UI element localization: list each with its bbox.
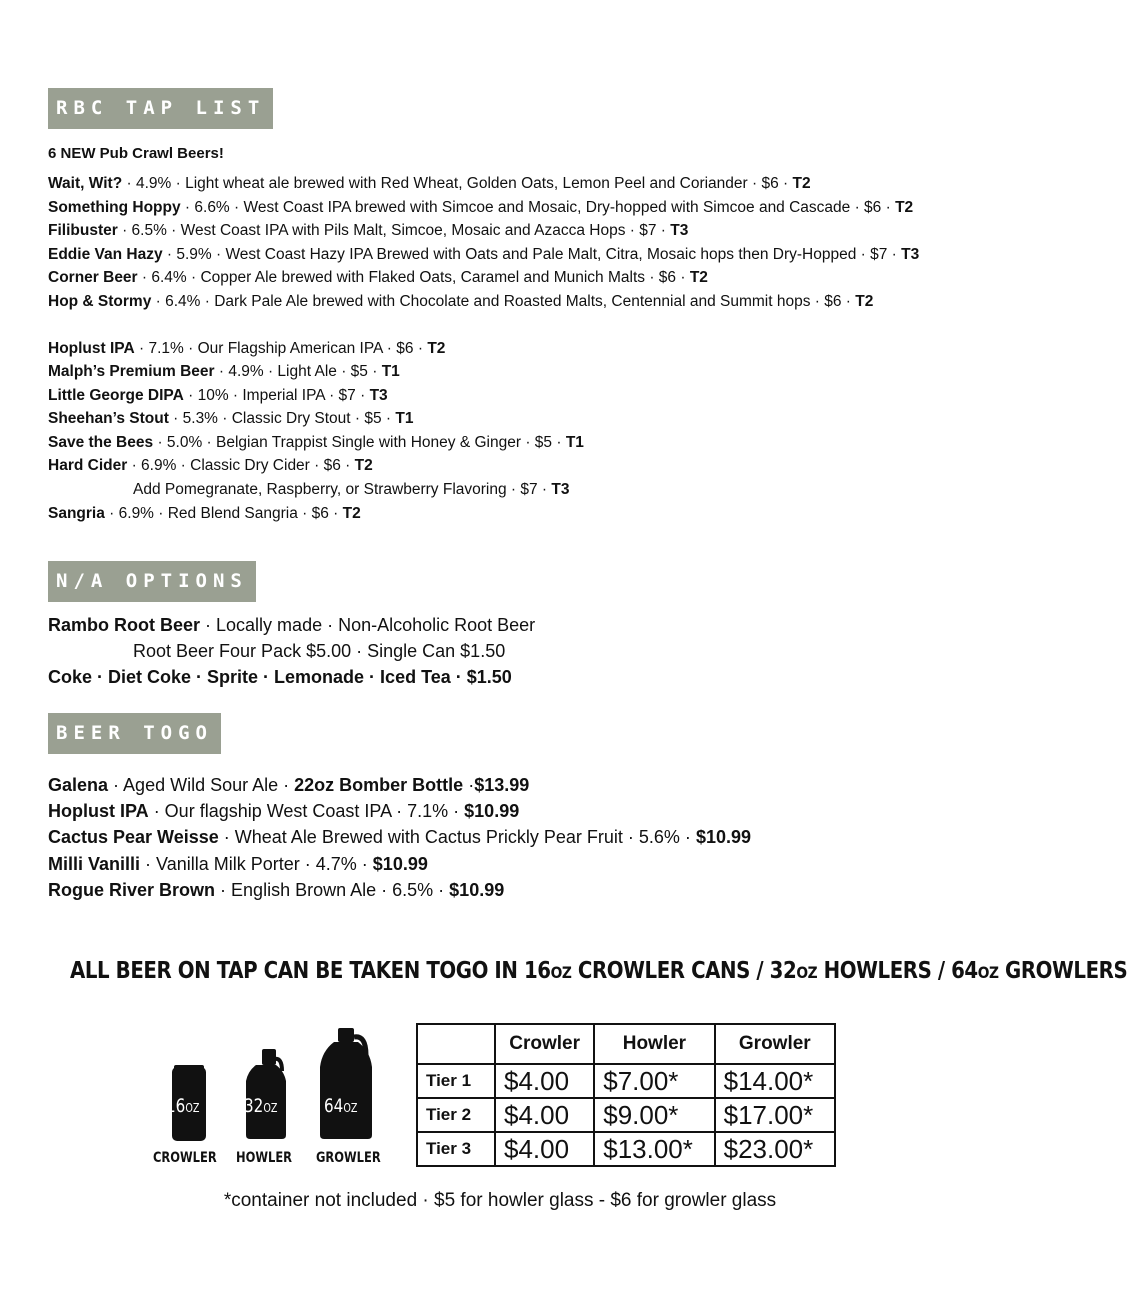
banner-unit: OZ	[977, 963, 999, 982]
column-header: Growler	[715, 1024, 835, 1064]
growler-price: $23.00*	[715, 1132, 835, 1166]
beer-name: Eddie Van Hazy	[48, 246, 163, 263]
tier-badge: T3	[369, 387, 388, 404]
beer-detail: · English Brown Ale · 6.5% ·	[220, 880, 445, 900]
beer-detail: · 5.0% · Belgian Trappist Single with Honey & Ginger · $5 ·	[157, 434, 562, 451]
beer-name: Malph’s Premium Beer	[48, 363, 215, 380]
tier-badge: T3	[670, 222, 689, 239]
drink-detail: · Locally made · Non-Alcoholic Root Beer	[205, 615, 536, 635]
beer-detail: · 6.5% · West Coast IPA with Pils Malt, Simcoe, Mosaic and Azacca Hops · $7 ·	[122, 222, 666, 239]
tap-item	[48, 456, 373, 476]
beer-detail: · Vanilla Milk Porter · 4.7% ·	[145, 854, 368, 874]
togo-item	[48, 825, 751, 849]
section-header-na-options: N/A OPTIONS	[48, 561, 256, 602]
tier-badge: T2	[855, 293, 874, 310]
crowler-price: $4.00	[495, 1098, 594, 1132]
tier-badge: T1	[395, 410, 414, 427]
tap-item	[48, 339, 445, 359]
togo-item	[48, 878, 504, 902]
tier-badge: T1	[381, 363, 400, 380]
beer-name: Filibuster	[48, 222, 118, 239]
beer-detail: · Aged Wild Sour Ale ·	[113, 775, 290, 795]
bottle-size: 22oz Bomber Bottle	[294, 775, 464, 795]
pub-crawl-subheading: 6 NEW Pub Crawl Beers!	[48, 145, 224, 162]
tap-item	[48, 198, 913, 218]
beer-detail: · 4.9% · Light wheat ale brewed with Red Wheat, Golden Oats, Lemon Peel and Coriander · $6 ·	[126, 175, 789, 192]
drink-name: Rambo Root Beer	[48, 615, 201, 635]
growler-price: $17.00*	[715, 1098, 835, 1132]
growler-jug-icon	[320, 1028, 372, 1139]
banner-text: GROWLERS	[998, 958, 1127, 984]
tier-badge: T2	[427, 340, 446, 357]
beer-name: Cactus Pear Weisse	[48, 827, 219, 847]
togo-item	[48, 773, 529, 797]
column-header	[417, 1024, 495, 1064]
beer-detail: · 6.4% · Copper Ale brewed with Flaked Oats, Caramel and Munich Malts · $6 ·	[141, 269, 686, 286]
growler-price: $14.00*	[715, 1064, 835, 1098]
cider-flavor-addon	[133, 480, 570, 500]
beer-name: Sheehan’s Stout	[48, 410, 169, 427]
crowler-caption: CROWLER	[153, 1150, 217, 1166]
tap-item	[48, 386, 388, 406]
howler-caption: HOWLER	[236, 1150, 293, 1166]
price: $10.99	[695, 827, 752, 847]
section-header-beer-togo: BEER TOGO	[48, 713, 221, 754]
beer-detail: · 5.9% · West Coast Hazy IPA Brewed with Oats and Pale Malt, Citra, Mosaic hops then Dry-Hopped · $7 ·	[166, 246, 897, 263]
beer-detail: · Wheat Ale Brewed with Cactus Prickly Pear Fruit · 5.6% ·	[223, 827, 691, 847]
beer-name: Something Hoppy	[48, 199, 181, 216]
beer-name: Hop & Stormy	[48, 293, 152, 310]
tier-badge: T2	[792, 175, 811, 192]
beer-detail: · 6.6% · West Coast IPA brewed with Simcoe and Mosaic, Dry-hopped with Simcoe and Cascade · $6 ·	[184, 199, 891, 216]
root-beer-prices: Root Beer Four Pack $5.00 · Single Can $1.50	[133, 641, 506, 661]
tier-badge: T1	[565, 434, 584, 451]
na-item	[48, 613, 535, 637]
beer-detail: · 5.3% · Classic Dry Stout · $5 ·	[173, 410, 392, 427]
tap-item	[48, 433, 584, 453]
togo-item	[48, 852, 428, 876]
table-header-row	[417, 1024, 835, 1064]
beer-name: Milli Vanilli	[48, 854, 141, 874]
crowler-price: $4.00	[495, 1064, 594, 1098]
banner-text: ALL BEER ON TAP CAN BE TAKEN TOGO IN 16	[70, 958, 551, 984]
beer-name: Rogue River Brown	[48, 880, 216, 900]
tap-item	[48, 292, 873, 312]
banner-text: HOWLERS / 64	[817, 958, 978, 984]
banner-unit: OZ	[796, 963, 818, 982]
banner-text: CROWLER CANS / 32	[571, 958, 797, 984]
tier-label: Tier 3	[417, 1132, 495, 1166]
table-row	[417, 1132, 835, 1166]
table-row	[417, 1064, 835, 1098]
separator: ·	[468, 775, 475, 795]
price: $10.99	[372, 854, 428, 874]
howler-size-label: 32OZ	[244, 1095, 278, 1117]
beer-detail: · 7.1% · Our Flagship American IPA · $6 ·	[139, 340, 423, 357]
section-header-tap-list: RBC TAP LIST	[48, 88, 273, 129]
tier-badge: T3	[551, 481, 570, 498]
howler-jug-icon	[246, 1049, 286, 1139]
tap-item	[48, 268, 708, 288]
howler-price: $13.00*	[594, 1132, 714, 1166]
togo-banner	[70, 958, 1127, 984]
beer-detail: · 6.9% · Red Blend Sangria · $6 ·	[109, 505, 339, 522]
beer-name: Hoplust IPA	[48, 340, 135, 357]
tier-badge: T2	[689, 269, 708, 286]
beer-name: Galena	[48, 775, 109, 795]
tier-label: Tier 1	[417, 1064, 495, 1098]
tap-item	[48, 174, 811, 194]
column-header: Howler	[594, 1024, 714, 1064]
beer-detail: · 4.9% · Light Ale · $5 ·	[218, 363, 378, 380]
togo-price-table	[416, 1023, 836, 1167]
beer-detail: · Our flagship West Coast IPA · 7.1% ·	[153, 801, 460, 821]
column-header: Crowler	[495, 1024, 594, 1064]
crowler-size-label: 16OZ	[166, 1095, 200, 1117]
growler-size-label: 64OZ	[324, 1095, 358, 1117]
price: $13.99	[474, 775, 530, 795]
growler-caption: GROWLER	[316, 1150, 381, 1166]
addon-detail: Add Pomegranate, Raspberry, or Strawberry Flavoring · $7 ·	[133, 481, 548, 498]
crowler-price: $4.00	[495, 1132, 594, 1166]
tap-item	[48, 409, 414, 429]
beer-name: Hoplust IPA	[48, 801, 149, 821]
beer-detail: · 6.4% · Dark Pale Ale brewed with Chocolate and Roasted Malts, Centennial and Summit hops · $6 ·	[155, 293, 851, 310]
beer-name: Wait, Wit?	[48, 175, 123, 192]
togo-item	[48, 799, 519, 823]
tier-label: Tier 2	[417, 1098, 495, 1132]
howler-price: $7.00*	[594, 1064, 714, 1098]
container-footnote: *container not included · $5 for howler glass - $6 for growler glass	[223, 1190, 777, 1211]
tier-badge: T3	[901, 246, 920, 263]
beer-name: Hard Cider	[48, 457, 128, 474]
table-row	[417, 1098, 835, 1132]
price: $10.99	[464, 801, 520, 821]
container-illustrations	[150, 1025, 385, 1175]
beer-name: Save the Bees	[48, 434, 154, 451]
beer-name: Corner Beer	[48, 269, 138, 286]
tier-badge: T2	[354, 457, 373, 474]
banner-unit: OZ	[550, 963, 572, 982]
beer-detail: · 10% · Imperial IPA · $7 ·	[188, 387, 366, 404]
soda-list: Coke · Diet Coke · Sprite · Lemonade · Iced Tea · $1.50	[48, 667, 512, 687]
tap-item	[48, 362, 400, 382]
beer-name: Sangria	[48, 505, 105, 522]
tier-badge: T2	[342, 505, 361, 522]
price: $10.99	[449, 880, 505, 900]
howler-price: $9.00*	[594, 1098, 714, 1132]
beer-detail: · 6.9% · Classic Dry Cider · $6 ·	[131, 457, 351, 474]
tap-item	[48, 245, 919, 265]
tap-item	[48, 221, 688, 241]
tap-item	[48, 504, 361, 524]
beer-name: Little George DIPA	[48, 387, 184, 404]
tier-badge: T2	[895, 199, 914, 216]
